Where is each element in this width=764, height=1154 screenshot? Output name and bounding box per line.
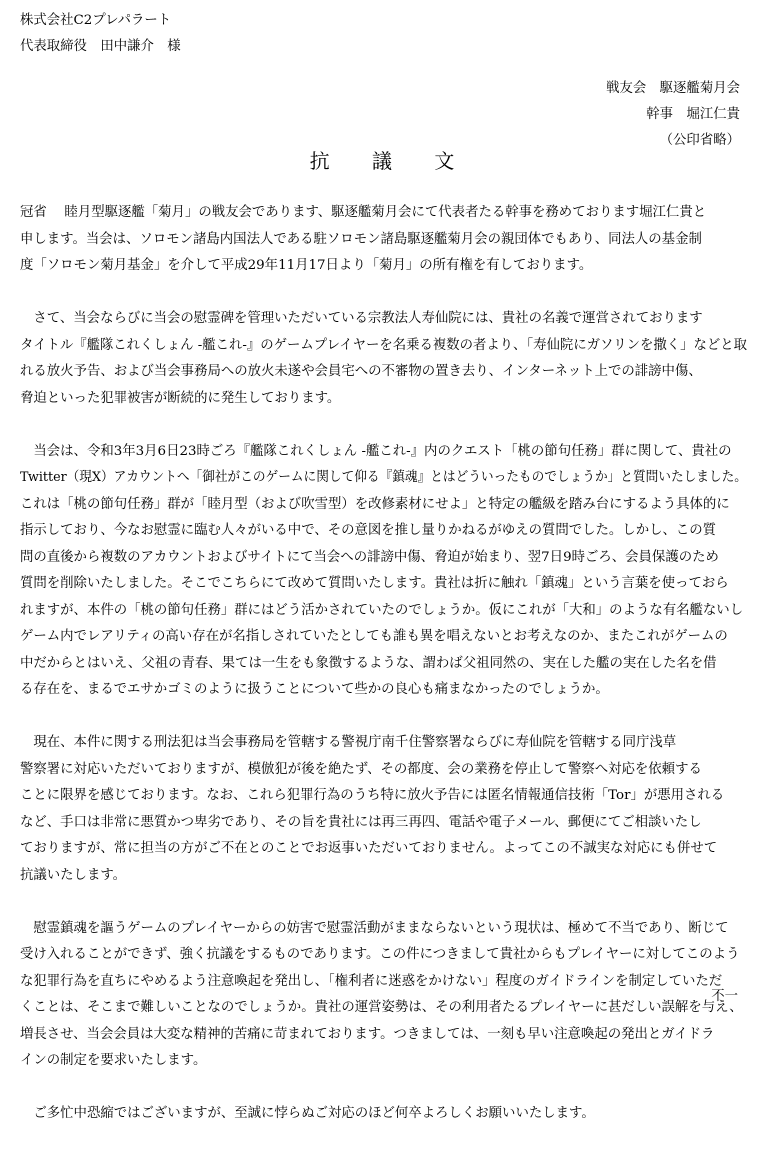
paragraph-line: れますが、本件の「桃の節句任務」群にはどう活かされていたのでしょうか。仮にこれが「大和」のような有名艦ないし [20, 602, 744, 618]
sender-organization: 戦友会 駆逐艦菊月会 [606, 81, 740, 96]
paragraph-line: これは「桃の節句任務」群が「睦月型（および吹雪型）を改修素材にせよ」と特定の艦級を踏み台にするよう具体的に [20, 496, 730, 512]
paragraph-line: 冠省 睦月型駆逐艦「菊月」の戦友会であります、駆逐艦菊月会にて代表者たる幹事を務めております堀江仁貴と [20, 205, 707, 220]
body-paragraph [20, 916, 747, 1075]
paragraph-line: タイトル『艦隊これくしょん -艦これ-』のゲームプレイヤーを名乗る複数の者より、「寿仙院にガソリンを撒く」などと取 [20, 337, 747, 353]
paragraph-line: ておりますが、常に担当の方がご不在とのことでお返事いただいておりません。よってこの不誠実な対応にも併せて [20, 841, 718, 856]
paragraph-line: 脅迫といった犯罪被害が断続的に発生しております。 [20, 390, 341, 406]
body-paragraph [20, 439, 747, 704]
paragraph-line: ご多忙中恐縮ではございますが、至誠に悖らぬご対応のほど何卒よろしくお願いいたします。 [20, 1106, 595, 1121]
paragraph-line: さて、当会ならびに当会の慰霊碑を管理いただいている宗教法人寿仙院には、貴社の名義で運営されております [20, 311, 703, 326]
paragraph-line: 抗議いたします。 [20, 867, 127, 883]
paragraph-line: 警察署に対応いただいておりますが、模倣犯が後を絶たず、その都度、会の業務を停止して警察へ対応を依頼する [20, 761, 702, 777]
letter-body [20, 200, 747, 1154]
body-paragraph [20, 730, 747, 889]
paragraph-line: 受け入れることができず、強く抗議をするものであります。この件につきまして貴社からもプレイヤーに対してこのよう [20, 947, 740, 962]
paragraph-line: 中だからとはいえ、父祖の青春、果ては一生をも象徴するような、謂わば父祖同然の、実在した艦の実在した名を借 [20, 655, 717, 671]
paragraph-line: な犯罪行為を直ちにやめるよう注意喚起を発出し、「権利者に迷惑をかけない」程度のガイドラインを制定していただ [20, 973, 723, 989]
closing-word: 不一 [711, 989, 738, 1004]
sender-block [606, 76, 740, 154]
paragraph-line: 現在、本件に関する刑法犯は当会事務局を管轄する警視庁南千住警察署ならびに寿仙院を管轄する同庁浅草 [20, 735, 677, 750]
paragraph-line: 増長させ、当会会員は大変な精神的苦痛に苛まれております。つきましては、一刻も早い注意喚起の発出とガイドラ [20, 1026, 715, 1042]
paragraph-line: インの制定を要求いたします。 [20, 1053, 207, 1068]
paragraph-line: 当会は、令和3年3月6日23時ごろ『艦隊これくしょん -艦これ-』内のクエスト「桃の節句任務」群に関して、貴社の [20, 443, 732, 459]
paragraph-line: など、手口は非常に悪質かつ卑劣であり、その旨を貴社には再三再四、電話や電子メール、郵便にてご相談いたし [20, 814, 702, 830]
letter-title: 抗 議 文 [309, 149, 473, 173]
sender-seal-note: （公印省略） [659, 133, 740, 148]
paragraph-line: ことに限界を感じております。なお、これら犯罪行為のうち特に放火予告には匿名情報通信技術「Tor」が悪用される [20, 788, 725, 803]
paragraph-line: Twitter（現X）アカウントへ「御社がこのゲームに関して仰る『鎮魂』とはどういったものでしょうか」と質問いたしました。 [20, 470, 747, 485]
paragraph-line: くことは、そこまで難しいことなのでしょうか。貴社の運営姿勢は、その利用者たるプレイヤーに甚だしい誤解を与え、 [20, 1000, 743, 1015]
body-paragraph [20, 1101, 747, 1128]
addressee-person: 代表取締役 田中謙介 様 [20, 39, 181, 54]
paragraph-line: れる放火予告、および当会事務局への放火未遂や会員宅への不審物の置き去り、インターネット上での誹謗中傷、 [20, 364, 702, 379]
addressee-block [20, 8, 181, 60]
paragraph-line: 慰霊鎮魂を謳うゲームのプレイヤーからの妨害で慰霊活動がままならないという現状は、極めて不当であり、断じて [20, 920, 729, 936]
paragraph-line: 指示しており、今なお慰霊に臨む人々がいる中で、その意図を推し量りかねるがゆえの質問でした。しかし、この質 [20, 523, 717, 538]
sender-officer: 幹事 堀江仁貴 [646, 107, 740, 122]
paragraph-line: 問の直後から複数のアカウントおよびサイトにて当会への誹謗中傷、脅迫が始まり、翌7日9時ごろ、会員保護のため [20, 549, 719, 565]
body-paragraph [20, 306, 747, 412]
paragraph-line: ゲーム内でレアリティの高い存在が名指しされていたとしても誰も異を唱えないとお考えなのか、またこれがゲームの [20, 629, 728, 644]
body-paragraph [20, 200, 747, 280]
addressee-company: 株式会社C2プレパラート [20, 13, 172, 28]
paragraph-line: 質問を削除いたしました。そこでこちらにて改めて質問いたします。貴社は折に触れ「鎮魂」という言葉を使っておら [20, 576, 729, 591]
paragraph-line: 度「ソロモン菊月基金」を介して平成29年11月17日より「菊月」の所有権を有しております。 [20, 258, 593, 273]
paragraph-line: 申します。当会は、ソロモン諸島内国法人である駐ソロモン諸島駆逐艦菊月会の親団体でもあり、同法人の基金制 [20, 231, 702, 247]
paragraph-line: る存在を、まるでエサかゴミのように扱うことについて些かの良心も痛まなかったのでしょうか。 [20, 682, 609, 697]
